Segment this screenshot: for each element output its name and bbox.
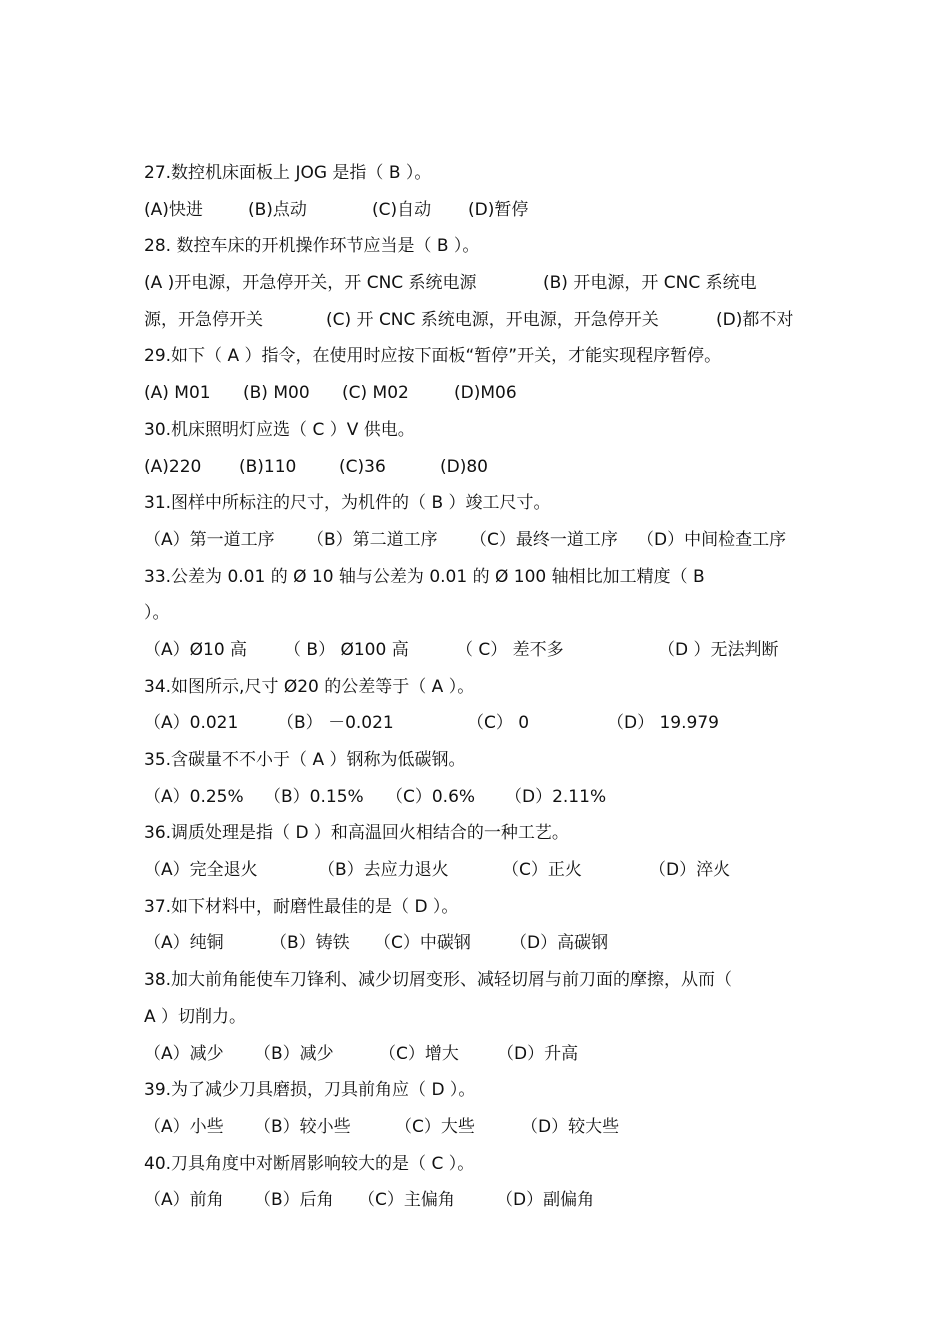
option-d: (D)都不对 xyxy=(716,309,794,330)
question-33-text-end: ）。 xyxy=(144,603,170,624)
question-33-continued xyxy=(144,595,834,632)
option-c: （C）正火 xyxy=(502,860,582,881)
option-b: （B） －0.021 xyxy=(277,713,394,734)
option-b: (B)点动 xyxy=(248,199,307,220)
option-d: （D ）无法判断 xyxy=(658,639,779,660)
option-d: （D）中间检查工序 xyxy=(637,529,787,550)
option-c: (C)自动 xyxy=(372,199,432,220)
question-40 xyxy=(144,1146,834,1183)
question-38-continued xyxy=(144,999,834,1036)
option-c: （ C） 差不多 xyxy=(456,639,564,660)
question-31-text: 31.图样中所标注的尺寸，为机件的（ B ）竣工尺寸。 xyxy=(144,493,551,514)
question-37 xyxy=(144,889,834,926)
options-29 xyxy=(144,375,834,412)
option-b: （B）0.15% xyxy=(264,786,364,807)
option-c: （C）增大 xyxy=(379,1043,459,1064)
question-40-text: 40.刀具角度中对断屑影响较大的是（ C ）。 xyxy=(144,1153,475,1174)
question-36-text: 36.调质处理是指（ D ）和高温回火相结合的一种工艺。 xyxy=(144,823,569,844)
option-d: （D）副偏角 xyxy=(496,1190,595,1211)
option-c: （C） 0 xyxy=(467,713,530,734)
option-d: （D）淬火 xyxy=(649,860,731,881)
option-c: （C）最终一道工序 xyxy=(470,529,618,550)
option-c: (C) M02 xyxy=(342,383,409,404)
option-a: (A)快进 xyxy=(144,199,203,220)
question-36 xyxy=(144,815,834,852)
question-39 xyxy=(144,1072,834,1109)
question-28-text: 28. 数控车床的开机操作环节应当是（ B ）。 xyxy=(144,236,480,257)
option-a: （A）纯铜 xyxy=(144,933,224,954)
options-34 xyxy=(144,705,834,742)
option-d: (D)暂停 xyxy=(468,199,529,220)
option-a: （A）减少 xyxy=(144,1043,224,1064)
option-a: （A）0.25% xyxy=(144,786,244,807)
question-34 xyxy=(144,669,834,706)
options-28-line-1 xyxy=(144,265,834,302)
question-35-text: 35.含碳量不不小于（ A ）钢称为低碳钢。 xyxy=(144,750,466,770)
question-38 xyxy=(144,962,834,999)
options-38 xyxy=(144,1036,834,1073)
option-b: （B）第二道工序 xyxy=(307,529,438,550)
option-d: （D）升高 xyxy=(497,1043,579,1064)
options-31 xyxy=(144,522,834,559)
question-39-text: 39.为了减少刀具磨损，刀具前角应（ D ）。 xyxy=(144,1080,476,1101)
option-b: （B）铸铁 xyxy=(270,933,350,954)
question-list xyxy=(144,155,834,1219)
option-d: （D）高碳钢 xyxy=(510,933,609,954)
option-b: （B）去应力退火 xyxy=(318,860,449,881)
options-37 xyxy=(144,925,834,962)
question-38-text: 38.加大前角能使车刀锋利、减少切屑变形、减轻切屑与前刀面的摩擦，从而（ xyxy=(144,970,733,991)
question-33 xyxy=(144,559,834,596)
question-38-text-end: A ）切削力。 xyxy=(144,1006,247,1027)
option-d: （D） 19.979 xyxy=(607,713,719,734)
options-40 xyxy=(144,1182,834,1219)
question-27-text: 27.数控机床面板上 JOG 是指（ B ）。 xyxy=(144,163,432,183)
option-a: （A）第一道工序 xyxy=(144,529,275,550)
question-34-text: 34.如图所示,尺寸 Ø20 的公差等于（ A ）。 xyxy=(144,676,475,697)
option-b: (B) 开电源，开 CNC 系统电 xyxy=(543,273,757,294)
option-a: (A) M01 xyxy=(144,383,211,404)
options-36 xyxy=(144,852,834,889)
option-b: （ B） Ø100 高 xyxy=(284,639,409,660)
question-35 xyxy=(144,742,834,779)
option-c: （C）中碳钢 xyxy=(374,933,471,954)
question-31 xyxy=(144,485,834,522)
option-a: （A）小些 xyxy=(144,1116,224,1137)
option-a: （A）完全退火 xyxy=(144,860,258,881)
question-30-text: 30.机床照明灯应选（ C ）V 供电。 xyxy=(144,419,415,440)
options-35 xyxy=(144,779,834,816)
option-a: (A)220 xyxy=(144,456,202,477)
option-b: (B)110 xyxy=(239,456,297,477)
option-a: (A )开电源，开急停开关，开 CNC 系统电源 xyxy=(144,273,477,294)
option-c: （C）主偏角 xyxy=(358,1190,455,1211)
option-d: (D)80 xyxy=(440,456,488,477)
option-c: （C）大些 xyxy=(395,1116,475,1137)
option-b: （B）后角 xyxy=(254,1190,334,1211)
options-27 xyxy=(144,192,834,229)
question-28 xyxy=(144,228,834,265)
option-b: (B) M00 xyxy=(243,383,310,404)
options-30 xyxy=(144,449,834,486)
option-d: (D)M06 xyxy=(454,383,517,404)
question-27 xyxy=(144,155,834,192)
options-28-line-2 xyxy=(144,302,834,339)
option-c: (C) 开 CNC 系统电源，开电源，开急停开关 xyxy=(326,309,659,330)
option-c: (C)36 xyxy=(339,456,386,477)
option-d: （D）2.11% xyxy=(505,786,607,807)
question-37-text: 37.如下材料中，耐磨性最佳的是（ D ）。 xyxy=(144,896,459,917)
option-a: （A）Ø10 高 xyxy=(144,639,248,660)
option-b-continued: 源，开急停开关 xyxy=(144,309,263,330)
question-30 xyxy=(144,412,834,449)
options-33 xyxy=(144,632,834,669)
option-b: （B）减少 xyxy=(254,1043,334,1064)
question-29-text: 29.如下（ A ）指令，在使用时应按下面板“暂停”开关，才能实现程序暂停。 xyxy=(144,346,722,367)
option-d: （D）较大些 xyxy=(521,1116,620,1137)
options-39 xyxy=(144,1109,834,1146)
option-a: （A）0.021 xyxy=(144,713,239,734)
question-29 xyxy=(144,338,834,375)
option-c: （C）0.6% xyxy=(386,786,476,807)
question-33-text: 33.公差为 0.01 的 Ø 10 轴与公差为 0.01 的 Ø 100 轴相比加工精度（ B xyxy=(144,566,705,587)
option-b: （B）较小些 xyxy=(254,1116,351,1137)
option-a: （A）前角 xyxy=(144,1190,224,1211)
